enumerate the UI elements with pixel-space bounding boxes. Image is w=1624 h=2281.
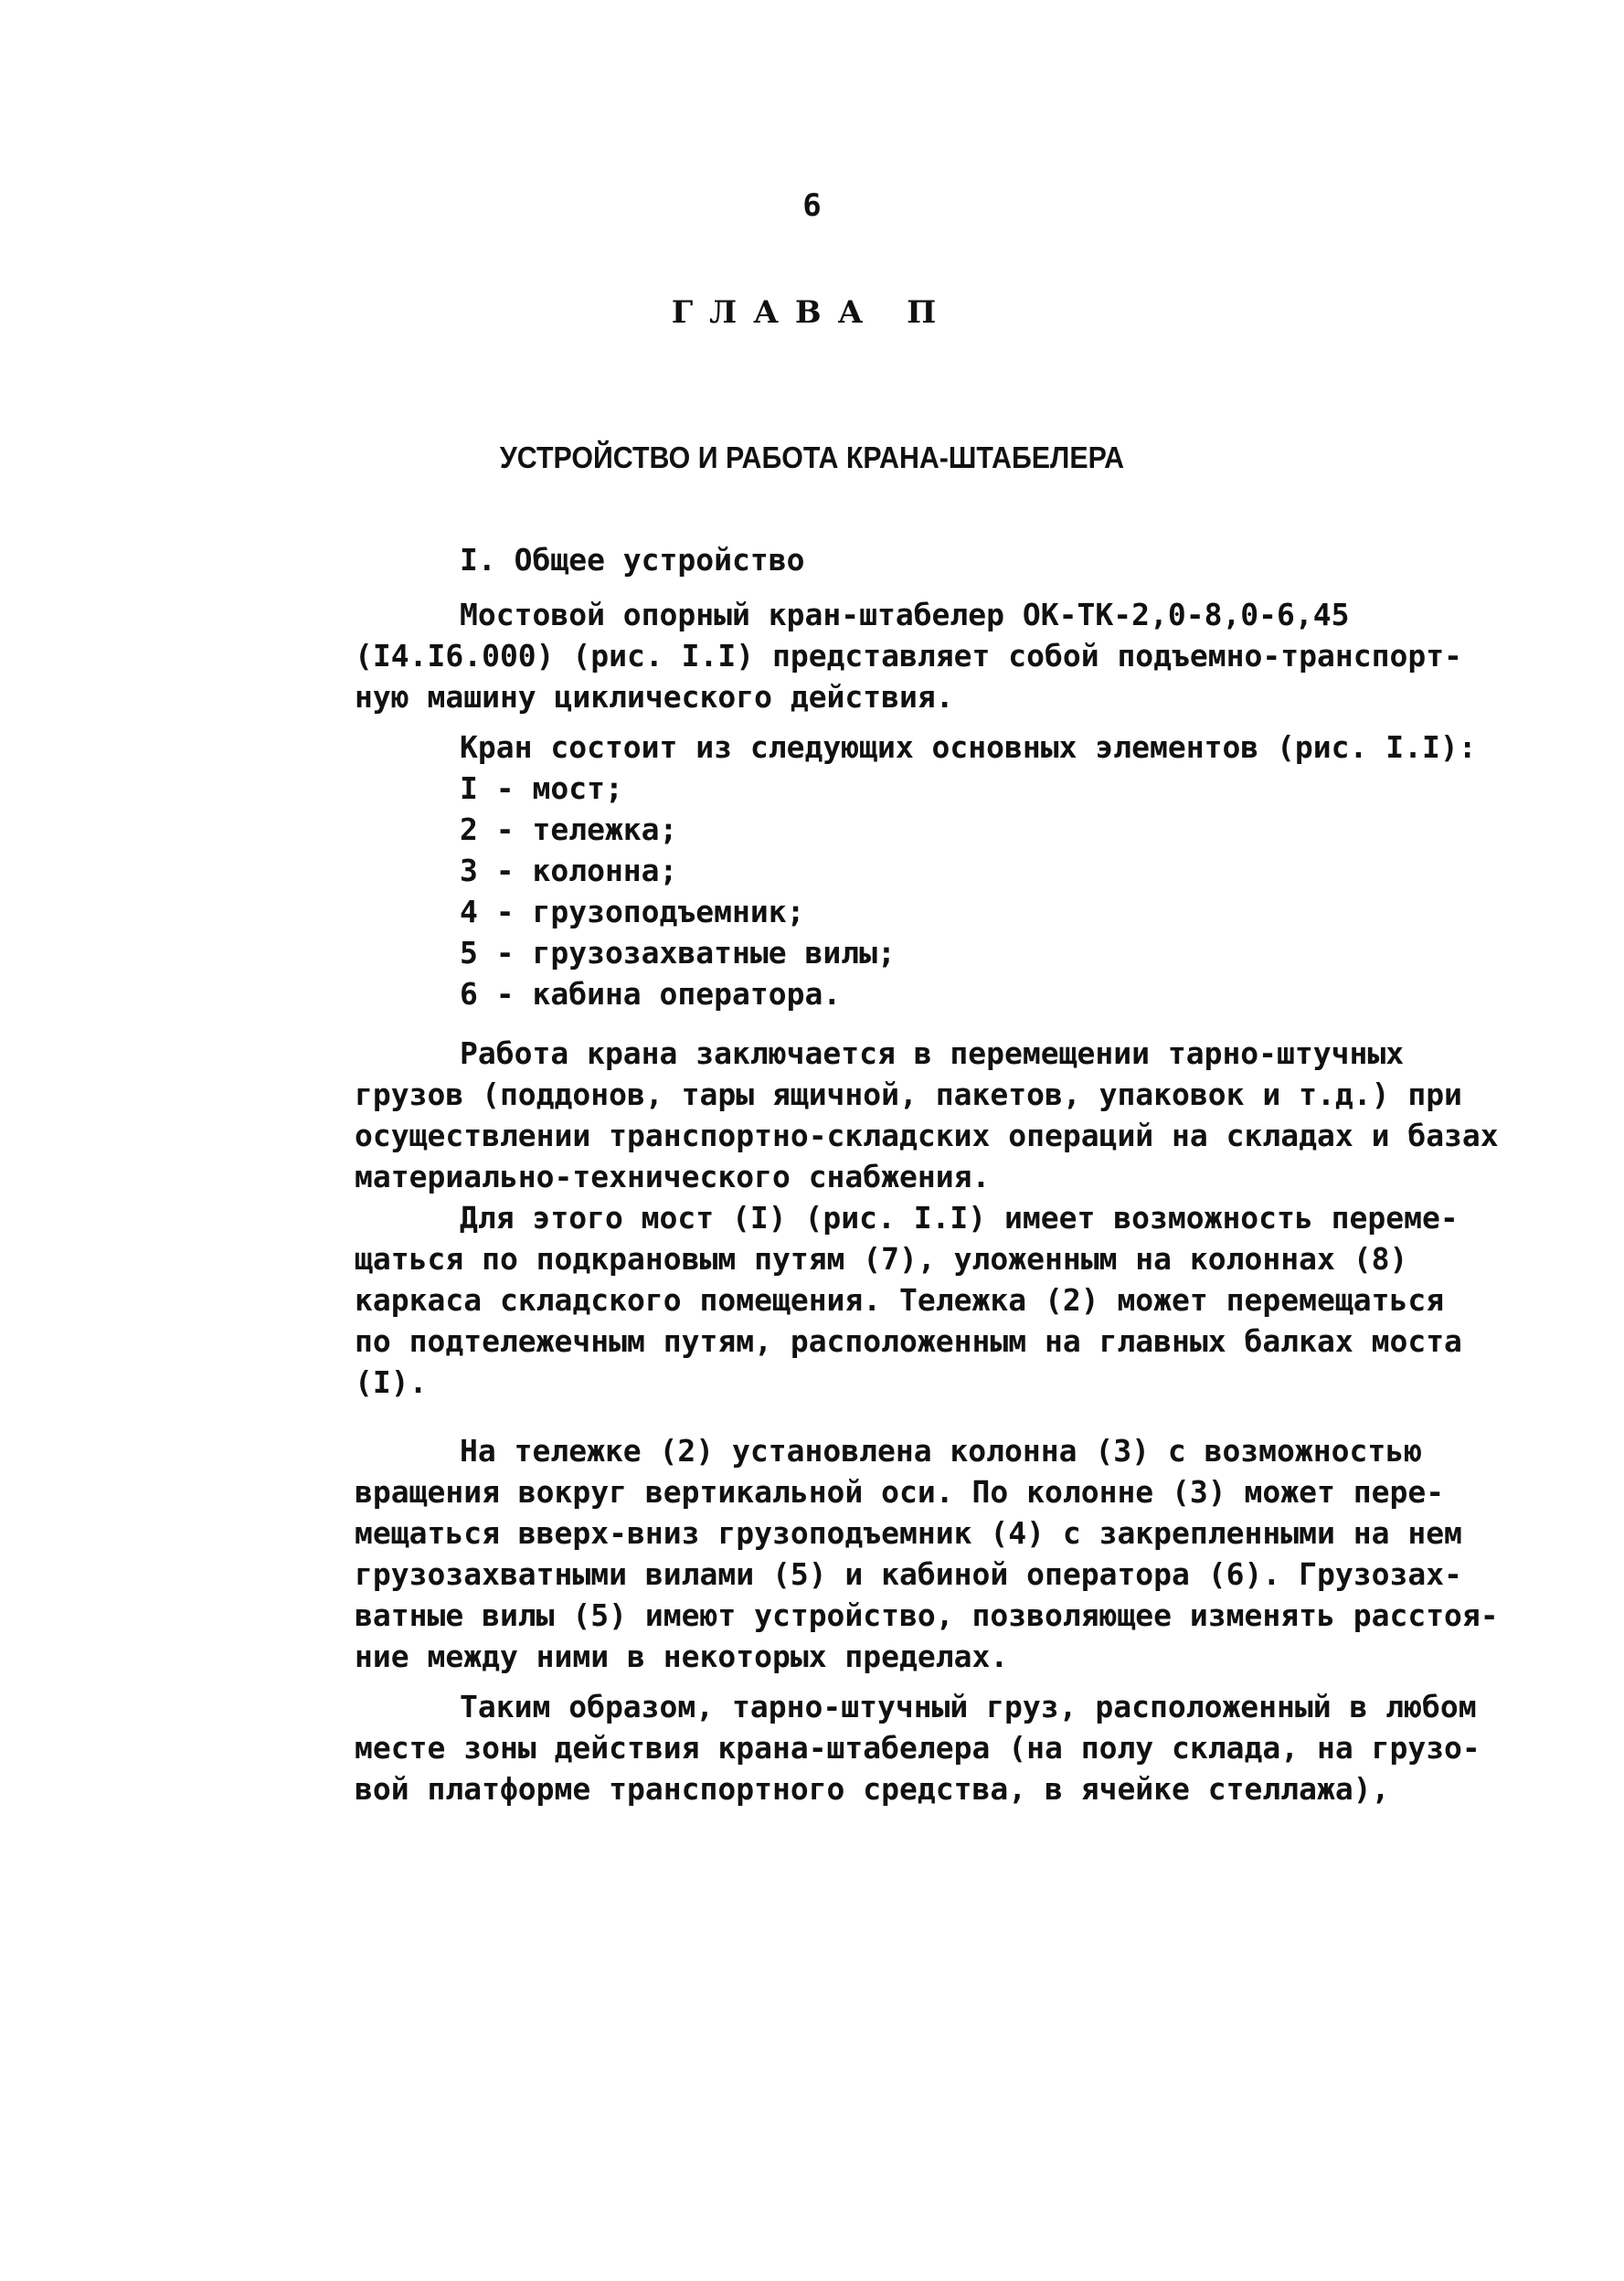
- paragraph-line: по подтележечным путям, расположенным на главных балках моста: [355, 1323, 1462, 1359]
- paragraph-1: [355, 594, 1497, 717]
- paragraph-line: ную машину циклического действия.: [355, 679, 954, 715]
- list-item: 4 - грузоподъемник;: [460, 894, 805, 929]
- paragraph-line: Мостовой опорный кран-штабелер ОК-ТК-2,0-8,0-6,45: [460, 597, 1350, 632]
- paragraph-line: щаться по подкрановым путям (7), уложенным на колоннах (8): [355, 1241, 1408, 1277]
- paragraph-line: (I4.I6.000) (рис. I.I) представляет собой подъемно-транспорт-: [355, 638, 1462, 674]
- paragraph-line: ватные вилы (5) имеют устройство, позволяющее изменять расстоя-: [355, 1597, 1499, 1633]
- list-item: 6 - кабина оператора.: [460, 976, 842, 1012]
- list-item: 2 - тележка;: [460, 812, 678, 847]
- paragraph-2: [355, 1033, 1497, 1197]
- paragraph-line: На тележке (2) установлена колонна (3) с возможностью: [460, 1433, 1422, 1469]
- paragraph-5: [355, 1686, 1497, 1809]
- paragraph-line: ние между ними в некоторых пределах.: [355, 1639, 1009, 1674]
- components-list: [355, 727, 1497, 1014]
- list-item: I - мост;: [460, 770, 623, 806]
- chapter-title: УСТРОЙСТВО И РАБОТА КРАНА-ШТАБЕЛЕРА: [499, 440, 1125, 474]
- paragraph-3: [355, 1197, 1497, 1403]
- paragraph-line: (I).: [355, 1364, 428, 1400]
- paragraph-line: осуществлении транспортно-складских операций на складах и базах: [355, 1118, 1499, 1153]
- paragraph-4: [355, 1430, 1497, 1677]
- list-intro: Кран состоит из следующих основных элементов (рис. I.I):: [460, 729, 1477, 765]
- section-heading: I. Общее устройство: [460, 542, 805, 578]
- paragraph-line: каркаса складского помещения. Тележка (2) может перемещаться: [355, 1282, 1445, 1318]
- paragraph-line: месте зоны действия крана-штабелера (на полу склада, на грузо-: [355, 1730, 1481, 1766]
- paragraph-line: мещаться вверх-вниз грузоподъемник (4) с закрепленными на нем: [355, 1515, 1462, 1551]
- chapter-heading: ГЛАВА П: [671, 294, 953, 331]
- paragraph-line: Таким образом, тарно-штучный груз, расположенный в любом: [460, 1689, 1477, 1724]
- paragraph-line: вой платформе транспортного средства, в ячейке стеллажа),: [355, 1771, 1390, 1807]
- paragraph-line: вращения вокруг вертикальной оси. По колонне (3) может пере-: [355, 1474, 1445, 1510]
- list-item: 3 - колонна;: [460, 853, 678, 888]
- paragraph-line: грузозахватными вилами (5) и кабиной оператора (6). Грузозах-: [355, 1556, 1462, 1592]
- paragraph-line: материально-технического снабжения.: [355, 1159, 991, 1194]
- list-item: 5 - грузозахватные вилы;: [460, 935, 896, 971]
- paragraph-line: грузов (поддонов, тары ящичной, пакетов, упаковок и т.д.) при: [355, 1077, 1462, 1112]
- paragraph-line: Работа крана заключается в перемещении тарно-штучных: [460, 1035, 1405, 1071]
- section-heading-block: [355, 539, 1497, 580]
- page-number: 6: [802, 187, 822, 224]
- paragraph-line: Для этого мост (I) (рис. I.I) имеет возможность переме-: [460, 1200, 1459, 1236]
